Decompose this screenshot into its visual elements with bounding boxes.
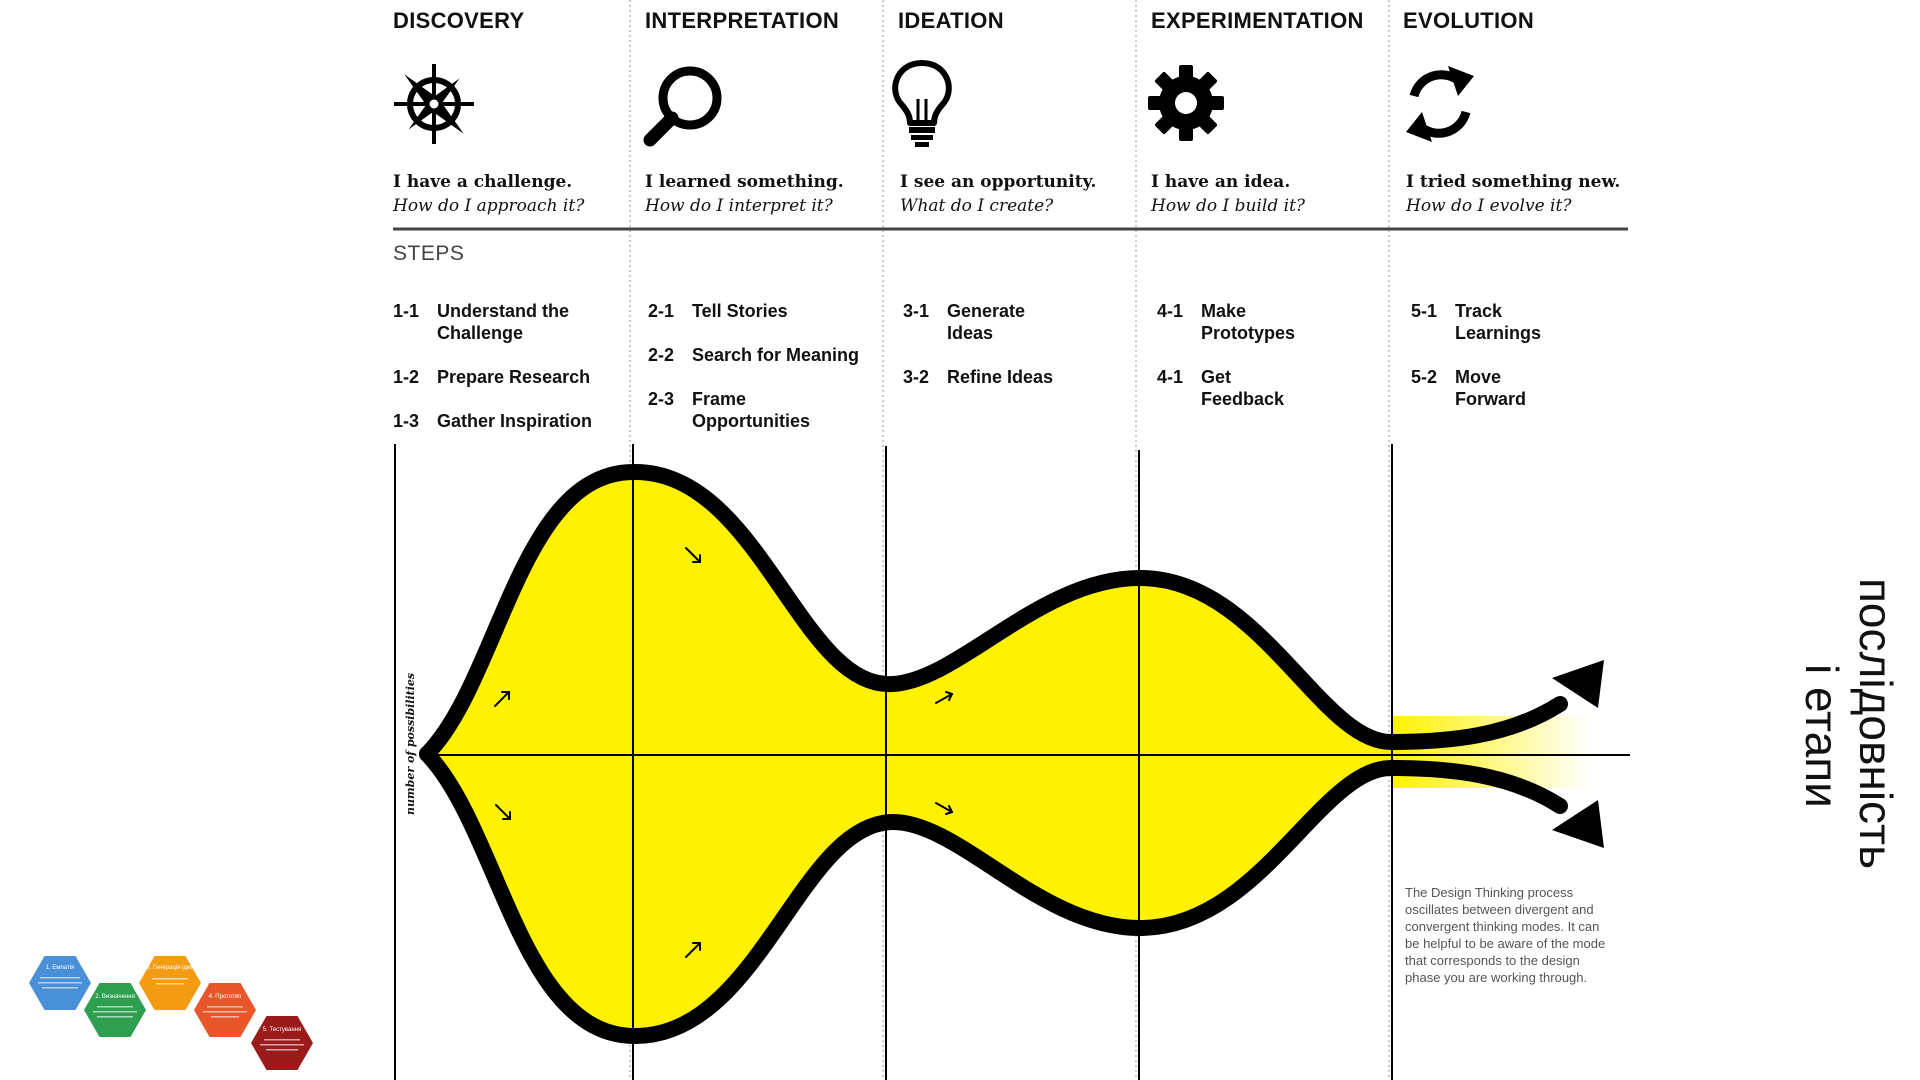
step-code: 2-2 <box>648 345 675 365</box>
explanation-note <box>1405 885 1605 985</box>
hex-title: 4. Прототип <box>208 994 242 1000</box>
step-label: Track <box>1455 301 1503 321</box>
side-title-line-1: послідовність <box>1850 578 1902 870</box>
side-title-line-2: і етапи <box>1796 664 1848 808</box>
refresh-icon <box>1406 66 1474 142</box>
side-title <box>1796 578 1902 869</box>
note-line: be helpful to be aware of the mode <box>1405 936 1606 951</box>
lightbulb-icon <box>895 63 949 147</box>
phase-titles <box>393 8 1534 33</box>
hex-test <box>251 1016 313 1070</box>
step-label: Prototypes <box>1201 323 1296 343</box>
statement-experimentation: I have an idea. <box>1151 172 1291 192</box>
step-label: Gather Inspiration <box>437 411 593 431</box>
steps-list <box>393 301 1541 431</box>
note-line: oscillates between divergent and <box>1405 902 1594 917</box>
step-label: Opportunities <box>692 411 810 431</box>
steps-label: STEPS <box>393 242 465 265</box>
step-label: Forward <box>1455 389 1527 409</box>
question-experimentation: How do I build it? <box>1151 196 1306 216</box>
step-label: Generate <box>947 301 1026 321</box>
question-ideation: What do I create? <box>900 196 1054 216</box>
question-interpretation: How do I interpret it? <box>645 196 833 216</box>
step-label: Frame <box>692 389 747 409</box>
phase-statements <box>392 172 1620 216</box>
phase-title-interpretation: INTERPRETATION <box>645 8 840 33</box>
step-code: 1-1 <box>393 301 420 321</box>
hex-title: 1. Емпатія <box>45 965 75 971</box>
phase-title-evolution: EVOLUTION <box>1403 8 1535 33</box>
step-label: Tell Stories <box>692 301 788 321</box>
step-code: 2-3 <box>648 389 675 409</box>
hex-title: 2. Визначення <box>95 994 135 1000</box>
step-label: Make <box>1201 301 1247 321</box>
step-label: Challenge <box>437 323 524 343</box>
statement-ideation: I see an opportunity. <box>900 172 1097 192</box>
step-label: Move <box>1455 367 1502 387</box>
gear-icon <box>1148 65 1224 141</box>
note-line: convergent thinking modes. It can <box>1405 919 1600 934</box>
step-code: 2-1 <box>648 301 675 321</box>
note-line: phase you are working through. <box>1405 970 1588 985</box>
step-label: Ideas <box>947 323 994 343</box>
step-code: 5-1 <box>1411 301 1438 321</box>
hexagon-thumbnail <box>29 956 313 1070</box>
question-evolution: How do I evolve it? <box>1406 196 1572 216</box>
phase-title-experimentation: EXPERIMENTATION <box>1151 8 1364 33</box>
step-label: Understand the <box>437 301 570 321</box>
note-line: that corresponds to the design <box>1405 953 1580 968</box>
note-line: The Design Thinking process <box>1405 885 1574 900</box>
step-label: Learnings <box>1455 323 1542 343</box>
step-label: Search for Meaning <box>692 345 860 365</box>
hex-ideate <box>139 956 201 1010</box>
step-label: Prepare Research <box>437 367 591 387</box>
question-discovery: How do I approach it? <box>393 196 585 216</box>
step-label: Refine Ideas <box>947 367 1054 387</box>
step-code: 4-1 <box>1157 301 1184 321</box>
compass-icon <box>394 64 474 144</box>
axis-label: number of possibilities <box>404 672 417 815</box>
statement-interpretation: I learned something. <box>645 172 844 192</box>
statement-evolution: I tried something new. <box>1406 172 1621 192</box>
step-code: 1-3 <box>393 411 420 431</box>
step-code: 1-2 <box>393 367 420 387</box>
hex-empathy <box>29 956 91 1010</box>
step-code: 3-1 <box>903 301 930 321</box>
step-code: 5-2 <box>1411 367 1438 387</box>
hex-title: 5. Тестування <box>262 1027 302 1033</box>
phase-title-ideation: IDEATION <box>898 8 1004 33</box>
hex-prototype <box>194 983 256 1037</box>
magnifier-icon <box>650 71 717 140</box>
hex-define <box>84 983 146 1037</box>
possibility-shape-fill <box>427 472 1391 1036</box>
step-label: Get <box>1201 367 1232 387</box>
phase-title-discovery: DISCOVERY <box>393 8 525 33</box>
step-label: Feedback <box>1201 389 1285 409</box>
statement-discovery: I have a challenge. <box>393 172 573 192</box>
step-code: 4-1 <box>1157 367 1184 387</box>
hex-title: 3. Генерація ідей <box>146 965 194 971</box>
step-code: 3-2 <box>903 367 930 387</box>
